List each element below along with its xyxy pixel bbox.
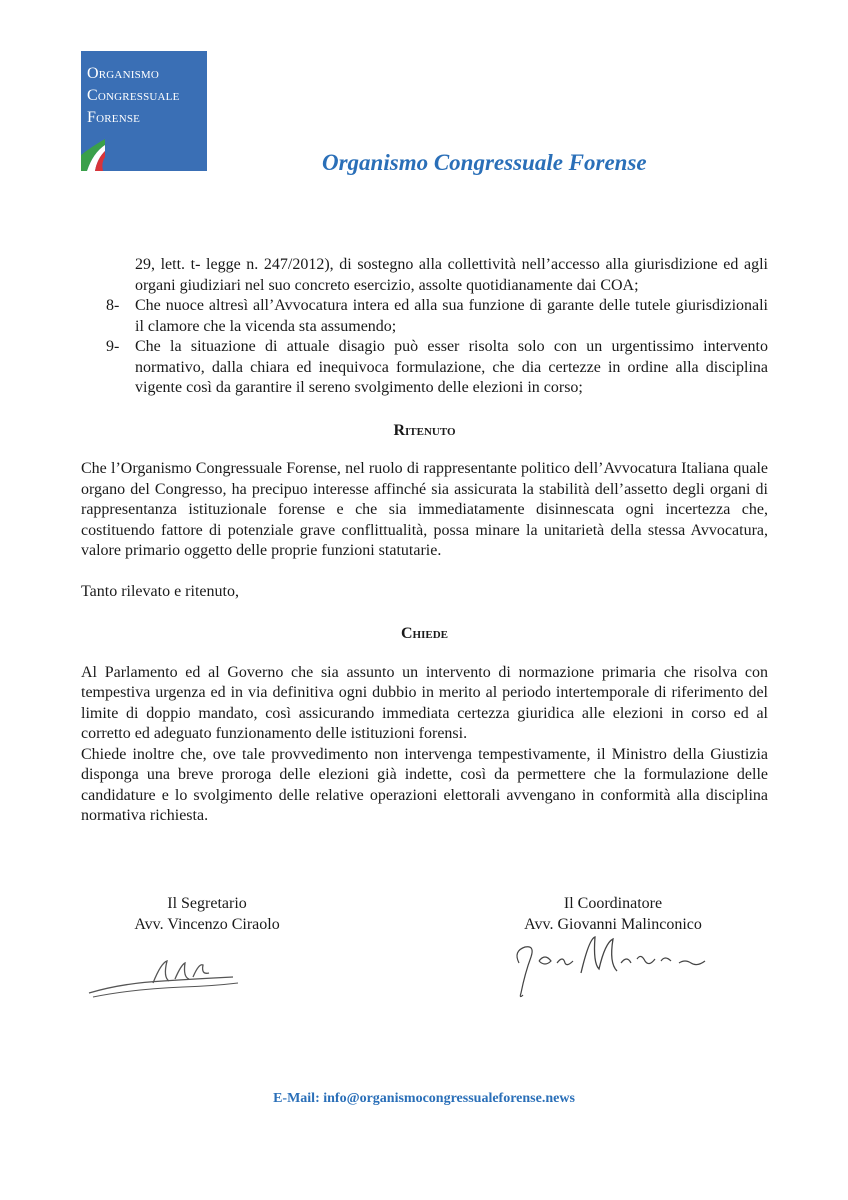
chiede-heading: Chiede — [400, 625, 448, 642]
numbered-list — [81, 255, 768, 399]
logo-text — [87, 63, 180, 129]
list-item — [81, 337, 768, 399]
logo-line-3: Forense — [87, 109, 141, 126]
logo — [81, 51, 207, 171]
logo-line-2: Congressuale — [87, 87, 180, 104]
list-item-text: 29, lett. t- legge n. 247/2012), di sostegno alla collettività nell’accesso alla giurisdizione ed agli organi giudiziari nel suo concreto esercizio, assolte quotidianamente dai COA; — [135, 256, 768, 294]
list-item — [81, 296, 768, 337]
signature-role: Il Segretario — [167, 895, 247, 912]
list-item-number: 9- — [106, 338, 120, 355]
list-item-text: Che nuoce altresì all’Avvocatura intera ed alla sua funzione di garante delle tutele giurisdizionali il clamore che la vicenda sta assumendo; — [135, 297, 768, 335]
header-title: Organismo Congressuale Forense — [322, 150, 647, 175]
signature-name: Avv. Vincenzo Ciraolo — [134, 916, 280, 933]
signature-block — [81, 893, 768, 1013]
signature-coordinator — [493, 893, 733, 935]
document-body — [81, 255, 768, 827]
list-item-continuation — [81, 255, 768, 296]
ritenuto-paragraph: Che l’Organismo Congressuale Forense, nel ruolo di rappresentante politico dell’Avvocatura Italiana quale organo del Congresso, ha precipuo interesse affinché sia assicurata la stabilità dell’assetto degli organi di rappresentanza istituzionale forense e che sia immediatamente disinnescata ogni incertezza che, costituendo fattore di potenziale grave conflittualità, possa minare la unitarietà della stessa Avvocatura, valore primario oggetto delle proprie funzioni statutarie. — [81, 460, 768, 559]
chiede-paragraph-1: Al Parlamento ed al Governo che sia assunto un intervento di normazione primaria che risolva con tempestiva urgenza ed in via definitiva ogni dubbio in merito al periodo intertemporale di riferimento del limite di doppio mandato, così assicurando immediata certezza giuridica alle elezioni in corso ed al corretto ed adeguato funzionamento delle istituzioni forensi. — [81, 663, 768, 742]
handwritten-signature-right — [509, 933, 729, 1008]
handwritten-signature-left — [83, 953, 243, 1003]
signature-secretary — [117, 893, 297, 935]
signature-role: Il Coordinatore — [563, 895, 663, 912]
ritenuto-heading: Ritenuto — [393, 421, 456, 439]
list-item-number: 8- — [106, 297, 120, 314]
tanto-paragraph: Tanto rilevato e ritenuto, — [81, 582, 239, 600]
signature-name: Avv. Giovanni Malinconico — [524, 916, 702, 933]
logo-line-1: Organismo — [87, 65, 160, 82]
chiede-paragraph-2: Chiede inoltre che, ove tale provvedimento non intervenga tempestivamente, il Ministro della Giustizia disponga una breve proroga delle elezioni già indette, così da permettere che la formulazione delle candidature e lo svolgimento delle relative operazioni elettorali avvengano in conformità alla disciplina normativa richiesta. — [81, 745, 768, 824]
list-item-text: Che la situazione di attuale disagio può esser risolta solo con un urgentissimo intervento normativo, dalla chiara ed inequivoca formulazione, che dia certezze in ordine alla disciplina vigente così da garantire il sereno svolgimento delle elezioni in corso; — [135, 338, 768, 396]
footer-email: E-Mail: info@organismocongressualeforense.news — [273, 1091, 575, 1106]
